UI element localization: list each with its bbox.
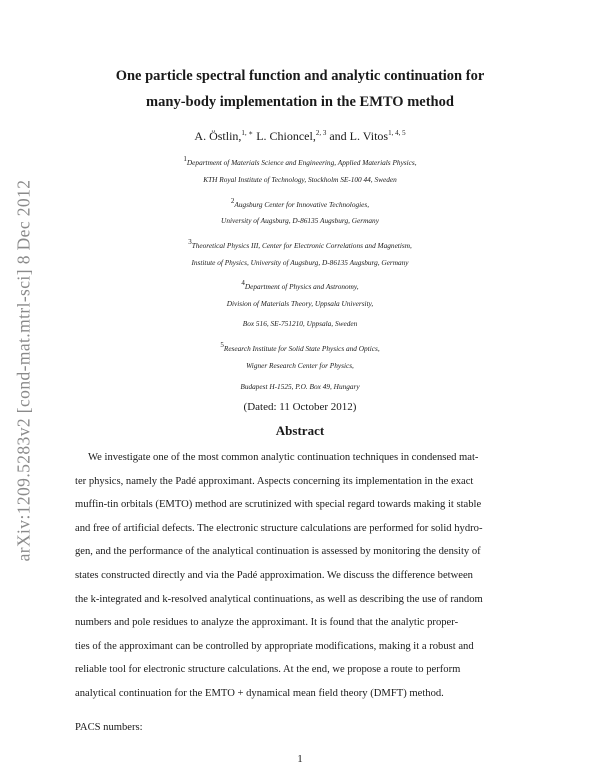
affiliation-text: Research Institute for Solid State Physics and Optics, <box>223 344 380 353</box>
affiliation-line <box>0 152 600 170</box>
abstract-line: We investigate one of the most common analytic continuation techniques in condensed mat- <box>88 452 479 463</box>
author-affiliation-marker: 2, 3 <box>315 129 327 137</box>
affiliation-line <box>0 194 600 212</box>
affiliation-text: Institute of Physics, University of Augsburg, D-86135 Augsburg, Germany <box>191 258 409 267</box>
abstract-line: analytical continuation for the EMTO + dynamical mean field theory (DMFT) method. <box>75 688 444 699</box>
abstract-line: numbers and pole residues to analyze the approximant. It is found that the analytic proper- <box>75 617 459 628</box>
abstract-line: ter physics, namely the Padé approximant. Aspects concerning its implementation in the exact <box>75 476 474 487</box>
affiliation-line <box>0 338 600 356</box>
affiliation-text: Wigner Research Center for Physics, <box>246 361 354 370</box>
author-list <box>0 124 600 145</box>
affiliation-marker: 3 <box>188 238 192 246</box>
paper-title-line-1: One particle spectral function and analytic continuation for <box>115 68 485 84</box>
affiliation-text: Theoretical Physics III, Center for Electronic Correlations and Magnetism, <box>191 241 412 250</box>
abstract-line: the k-integrated and k-resolved analytical continuations, as well as describing the use of random <box>75 594 483 605</box>
abstract-line: gen, and the performance of the analytical continuation is assessed by monitoring the density of <box>75 546 481 557</box>
abstract-line: ties of the approximant can be controlled by appropriate modifications, making it a robust and <box>75 641 474 652</box>
affiliation-marker: 2 <box>230 197 235 205</box>
abstract-heading: Abstract <box>275 423 325 438</box>
affiliation-line <box>0 359 600 373</box>
affiliation-text: Budapest H-1525, P.O. Box 49, Hungary <box>240 382 360 391</box>
affiliation-line <box>0 276 600 294</box>
arxiv-identifier: arXiv:1209.5283v2 [cond-mat.mtrl-sci] 8 Dec 2012 <box>13 179 34 561</box>
author-name: A. Östlin, <box>194 129 242 143</box>
affiliation-marker: 4 <box>241 279 245 287</box>
affiliation-text: KTH Royal Institute of Technology, Stockholm SE-100 44, Sweden <box>203 175 397 184</box>
affiliation-line <box>0 214 600 228</box>
affiliation-marker: 1 <box>183 155 187 163</box>
pacs-numbers: PACS numbers: <box>75 722 143 733</box>
author-name: L. Chioncel, <box>256 129 316 143</box>
author-affiliation-marker: 1, ∗ <box>241 129 254 137</box>
abstract-line: and free of artificial defects. The electronic structure calculations are performed for solid hydro- <box>75 523 483 534</box>
affiliation-line <box>0 235 600 253</box>
author-name: and L. Vitos <box>329 129 389 143</box>
abstract-line: reliable tool for electronic structure calculations. At the end, we propose a route to perform <box>75 664 461 675</box>
affiliation-line <box>0 317 600 331</box>
affiliation-marker: 5 <box>220 341 224 349</box>
affiliation-line <box>0 297 600 311</box>
author-affiliation-marker: 1, 4, 5 <box>388 129 406 137</box>
affiliation-text: Box 516, SE-751210, Uppsala, Sweden <box>242 319 358 328</box>
affiliation-text: Department of Materials Science and Engineering, Applied Materials Physics, <box>186 158 417 167</box>
dated-line: (Dated: 11 October 2012) <box>243 401 357 413</box>
affiliation-text: Augsburg Center for Innovative Technologies, <box>234 200 370 209</box>
affiliation-text: Department of Physics and Astronomy, <box>244 282 359 291</box>
affiliation-line <box>0 380 600 394</box>
affiliation-text: Division of Materials Theory, Uppsala University, <box>226 299 374 308</box>
affiliation-line <box>0 173 600 187</box>
abstract-line: states constructed directly and via the Padé approximation. We discuss the difference between <box>75 570 473 581</box>
paper-title-line-2: many-body implementation in the EMTO method <box>146 94 454 110</box>
page-number: 1 <box>297 753 303 765</box>
affiliation-line <box>0 256 600 270</box>
affiliation-text: University of Augsburg, D-86135 Augsburg, Germany <box>221 216 379 225</box>
abstract-line: muffin-tin orbitals (EMTO) method are scrutinized with special regard towards making it stable <box>75 499 482 510</box>
